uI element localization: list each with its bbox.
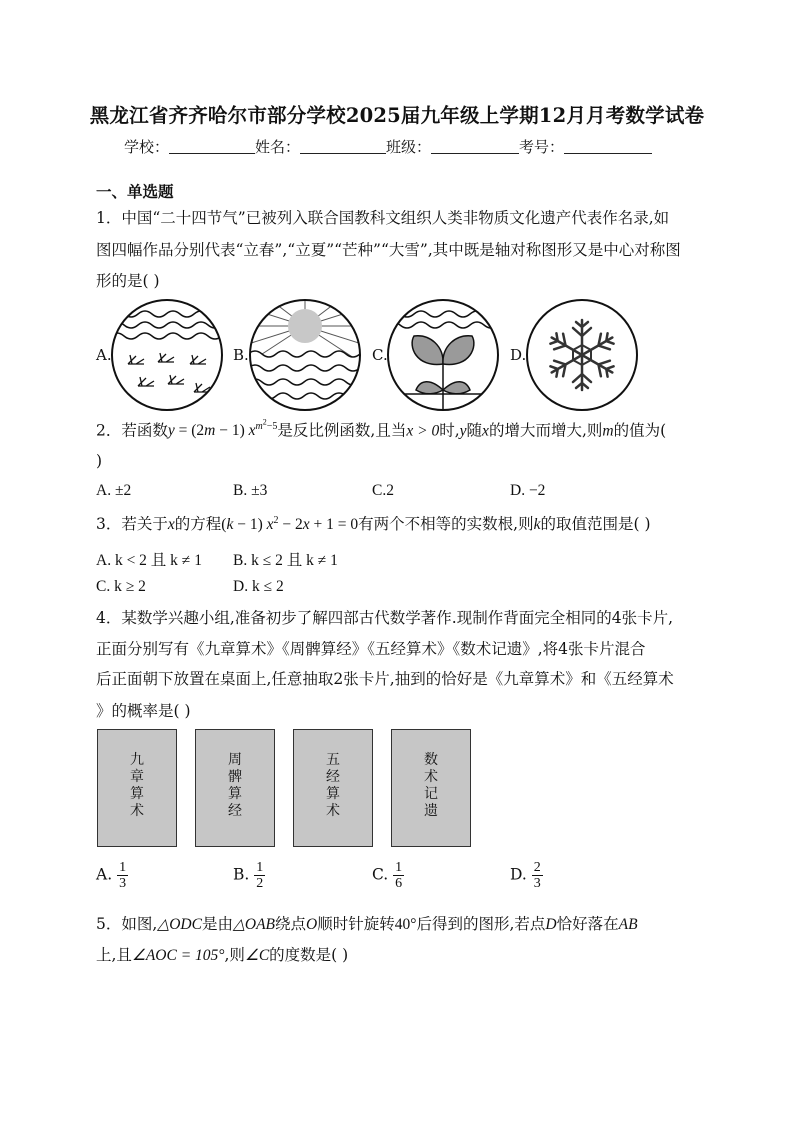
q4-option-d[interactable]: [510, 860, 543, 891]
card-char: 算: [326, 786, 340, 802]
school-label: 学校：: [124, 138, 170, 156]
card-char: 章: [130, 769, 144, 785]
q1-option-d-label[interactable]: D.: [510, 346, 527, 364]
card-char: 遗: [424, 803, 438, 819]
q4-line-2: 正面分别写有《九章算术》《周髀算经》《五经算术》《数术记遗》,将4张卡片混合: [96, 640, 646, 658]
q3-equation: (k − 1) $x^2 - 2x + 1 = 0$: [221, 514, 359, 533]
option-label: D.: [510, 865, 527, 884]
q5-line-1: [96, 912, 638, 934]
q5-line2-end: 的度数是( ): [269, 946, 349, 964]
class-field[interactable]: [431, 139, 519, 154]
q2-mid: 时,: [439, 421, 460, 440]
q5-line2-pre: 上,且: [96, 946, 132, 964]
q2-end: 的值为(: [613, 421, 667, 440]
card-char: 算: [130, 786, 144, 802]
sprout-figure-icon: [386, 298, 500, 412]
card-shushu-jiyi: [391, 729, 471, 847]
denominator: 2: [256, 876, 264, 891]
q5-pre: 5．如图,: [96, 915, 158, 933]
q2-line-1: [96, 418, 666, 440]
card-wujing-suanshu: [293, 729, 373, 847]
student-info: [124, 136, 652, 157]
q2-pre: 2．若函数: [96, 421, 168, 440]
card-char: 五: [326, 752, 340, 768]
card-char: 术: [326, 803, 340, 819]
q5-point-d: D: [545, 916, 557, 933]
card-char: 术: [424, 769, 438, 785]
q3-option-d[interactable]: D. k ≤ 2: [233, 578, 284, 595]
page-title: 黑龙江省齐齐哈尔市部分学校2025届九年级上学期12月月考数学试卷: [89, 104, 705, 127]
q5-mid3: 顺时针旋转: [317, 915, 395, 933]
q5-triangle-odc: △ODC: [157, 916, 202, 933]
q2-option-c[interactable]: C.2: [372, 482, 394, 499]
q1-line-1: 1．中国“二十四节气”已被列入联合国教科文组织人类非物质文化遗产代表作名录,如: [96, 209, 670, 227]
option-label: A.: [96, 865, 113, 884]
q1-option-b-label[interactable]: B.: [233, 346, 249, 364]
q5-angle-c: ∠C: [244, 947, 270, 964]
card-char: 周: [228, 752, 242, 768]
fraction: [254, 860, 265, 891]
card-jiuzhang-suanshu: [97, 729, 177, 847]
fraction: [117, 860, 128, 891]
fraction: [532, 860, 543, 891]
card-char: 经: [228, 803, 242, 819]
q2-function-formula: y = (2m − 1) $x^{m^2-5}$: [167, 418, 278, 440]
q2-var-y: y: [459, 422, 467, 440]
q1-line-3: 形的是( ): [96, 272, 160, 290]
q1-option-c-label[interactable]: C.: [372, 346, 388, 364]
q5-mid1: 是由: [201, 915, 233, 933]
option-label: C.: [372, 865, 389, 884]
q5-line2-mid: ,则: [224, 946, 245, 964]
q3-option-c[interactable]: C. k ≥ 2: [96, 578, 146, 595]
card-zhoubi-suanjing: [195, 729, 275, 847]
snowflake-figure-icon: [525, 298, 639, 412]
card-char: 术: [130, 803, 144, 819]
denominator: 3: [533, 876, 541, 891]
q4-line-3: 后正面朝下放置在桌面上,任意抽取2张卡片,抽到的恰好是《九章算术》和《五经算术: [96, 670, 674, 688]
numerator: 1: [395, 860, 403, 875]
q2-option-a[interactable]: A. ±2: [96, 482, 132, 499]
q3-option-a[interactable]: A. k < 2 且 k ≠ 1: [96, 552, 202, 569]
q5-mid4: 后得到的图形,若点: [416, 915, 546, 933]
denominator: 3: [119, 876, 127, 891]
class-label: 班级：: [386, 138, 432, 156]
q5-angle-aoc: ∠AOC = 105°: [131, 947, 225, 964]
q4-line-4: 》的概率是( ): [96, 702, 191, 720]
card-char: 经: [326, 769, 340, 785]
q3-line-1: [96, 512, 651, 534]
name-label: 姓名：: [255, 138, 301, 156]
q2-option-d[interactable]: D. −2: [510, 482, 546, 499]
q2-var-x: x: [482, 422, 489, 440]
q5-triangle-oab: △OAB: [232, 916, 276, 933]
q5-mid2: 绕点: [275, 915, 307, 933]
q3-var-x: x: [167, 516, 175, 533]
q4-line-1: 4．某数学兴趣小组,准备初步了解四部古代数学著作.现制作背面完全相同的4张卡片,: [96, 609, 674, 627]
numerator: 2: [533, 860, 541, 875]
numerator: 1: [256, 860, 264, 875]
q3-mid: 的方程: [174, 515, 222, 533]
card-char: 记: [424, 786, 438, 802]
q3-pre: 3．若关于: [96, 515, 168, 533]
q3-option-b[interactable]: B. k ≤ 2 且 k ≠ 1: [233, 552, 338, 569]
card-char: 髀: [228, 769, 242, 785]
q3-var-k: k: [533, 516, 541, 533]
q2-line-2: ): [96, 452, 103, 470]
q1-line-2: 图四幅作品分别代表“立春”,“立夏”“芒种”“大雪”,其中既是轴对称图形又是中心对称图: [96, 241, 681, 259]
q2-mid3: 的增大而增大,则: [488, 421, 603, 440]
card-char: 数: [424, 752, 438, 768]
school-field[interactable]: [169, 139, 255, 154]
q3-mid2: 有两个不相等的实数根,则: [358, 515, 534, 533]
q4-option-a[interactable]: [96, 860, 128, 891]
q5-mid5: 恰好落在: [556, 915, 619, 933]
option-label: B.: [233, 865, 250, 884]
card-char: 九: [130, 752, 144, 768]
q1-option-a-label[interactable]: A.: [96, 346, 112, 364]
q5-line-2: [96, 943, 348, 965]
numerator: 1: [119, 860, 127, 875]
q2-mid2: 随: [466, 421, 483, 440]
number-label: 考号：: [519, 138, 565, 156]
summer-sun-figure-icon: [248, 298, 362, 412]
q5-point-o: O: [306, 916, 318, 933]
q4-option-b[interactable]: [233, 860, 265, 891]
q2-var-m: m: [602, 422, 614, 440]
name-field[interactable]: [300, 139, 386, 154]
q3-end: 的取值范围是( ): [540, 515, 651, 533]
denominator: 6: [395, 876, 403, 891]
q2-option-b[interactable]: B. ±3: [233, 482, 268, 499]
q5-degree: 40°: [394, 916, 417, 933]
spring-figure-icon: [110, 298, 224, 412]
card-char: 算: [228, 786, 242, 802]
q2-post: 是反比例函数,且当: [277, 421, 407, 440]
section-heading: 一、单选题: [96, 182, 174, 201]
number-field[interactable]: [564, 139, 652, 154]
q5-segment-ab: AB: [618, 916, 638, 933]
fraction: [393, 860, 404, 891]
q4-option-c[interactable]: [372, 860, 404, 891]
q2-condition: x > 0: [406, 422, 440, 440]
